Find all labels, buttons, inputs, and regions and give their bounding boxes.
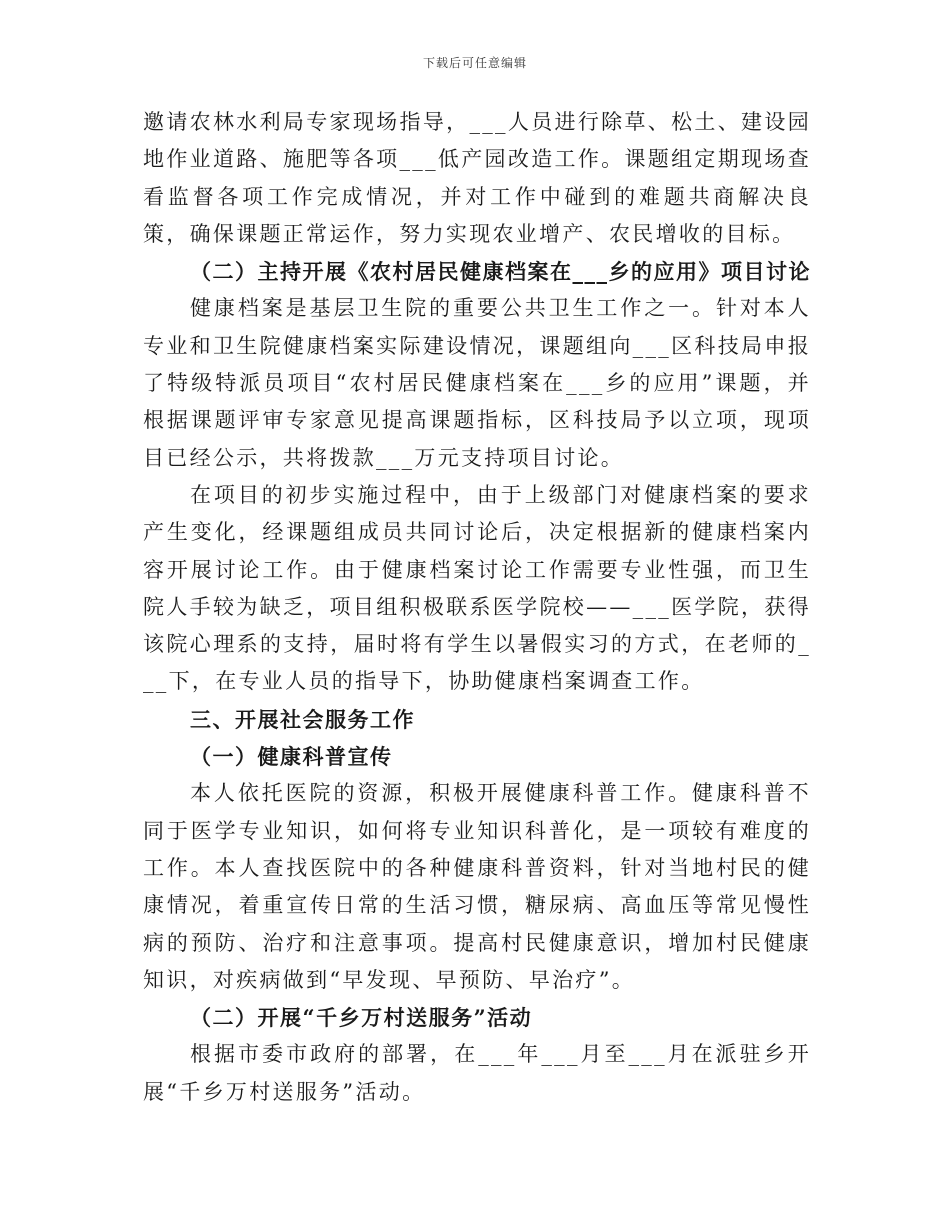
section-heading-3-2: （二）开展“千乡万村送服务”活动 [190, 1005, 533, 1031]
paragraph-health-records: 健康档案是基层卫生院的重要公共卫生工作之一。针对本人专业和卫生院健康档案实际建设情况，课题组向___区科技局申报了特级特派员项目“农村居民健康档案在___乡的应用”课题，并根据课题评审专家意见提高课题指标，区科技局予以立项，现项目已经公示，共将拨款___万元支持项目讨论。 [143, 296, 811, 470]
document-body [143, 104, 811, 1111]
page-header-note: 下载后可任意编辑 [422, 56, 527, 70]
section-heading-3: 三、开展社会服务工作 [190, 706, 415, 732]
section-heading-2-2: （二）主持开展《农村居民健康档案在___乡的应用》项目讨论 [190, 259, 811, 285]
paragraph-health-science: 本人依托医院的资源，积极开展健康科普工作。健康科普不同于医学专业知识，如何将专业知识科普化，是一项较有难度的工作。本人查找医院中的各种健康科普资料，针对当地村民的健康情况，着重宣传日常的生活习惯，糖尿病、高血压等常见慢性病的预防、治疗和注意事项。提高村民健康意识，增加村民健康知识，对疾病做到“早发现、早预防、早治疗”。 [143, 781, 811, 992]
paragraph-continuation: 邀请农林水利局专家现场指导，___人员进行除草、松土、建设园地作业道路、施肥等各项___低产园改造工作。课题组定期现场查看监督各项工作完成情况，并对工作中碰到的难题共商解决良策，确保课题正常运作，努力实现农业增产、农民增收的目标。 [143, 110, 811, 246]
paragraph-project-implementation: 在项目的初步实施过程中，由于上级部门对健康档案的要求产生变化，经课题组成员共同讨论后，决定根据新的健康档案内容开展讨论工作。由于健康档案讨论工作需要专业性强，而卫生院人手较为缺乏，项目组积极联系医学院校——___医学院，获得该院心理系的支持，届时将有学生以暑假实习的方式，在老师的___下，在专业人员的指导下，协助健康档案调查工作。 [143, 482, 811, 694]
paragraph-service-activity: 根据市委市政府的部署，在___年___月至___月在派驻乡开展“千乡万村送服务”活动。 [143, 1042, 811, 1104]
section-heading-3-1: （一）健康科普宣传 [190, 744, 393, 770]
